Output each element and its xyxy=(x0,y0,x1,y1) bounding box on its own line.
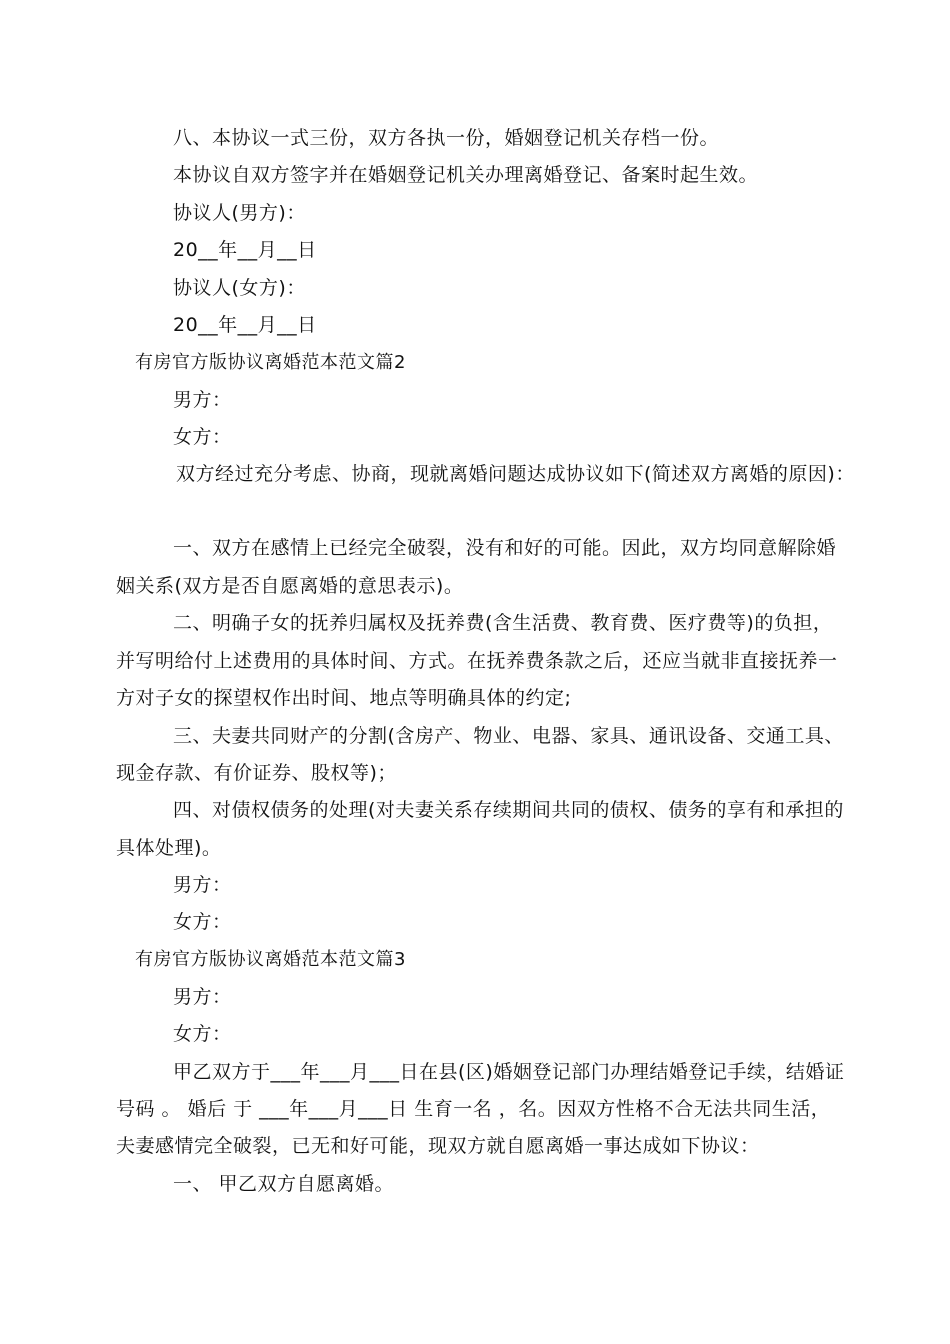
party-female-label-3: 女方： xyxy=(173,1023,232,1045)
section-heading-2: 有房官方版协议离婚范本范文篇2 xyxy=(135,352,406,373)
clause-1-text: 一、双方在感情上已经完全破裂，没有和好的可能。因此，双方均同意解除婚 xyxy=(173,537,837,559)
clause-3-text-cont: 现金存款、有价证券、股权等)； xyxy=(116,762,397,784)
section-heading-3: 有房官方版协议离婚范本范文篇3 xyxy=(135,949,406,970)
clause-2-text: 二、明确子女的抚养归属权及抚养费(含生活费、教育费、医疗费等)的负担， xyxy=(173,612,833,634)
agreement-intro-text: 双方经过充分考虑、协商，现就离婚问题达成协议如下(简述双方离婚的原因)： xyxy=(176,463,855,485)
clause-4-text-cont: 具体处理)。 xyxy=(116,837,222,859)
party-male-label-3: 男方： xyxy=(173,986,232,1008)
marriage-registration-text-cont-1: 号码 。 婚后 于 ___年___月___日 生育一名 ，名。因双方性格不合无法共同生活， xyxy=(116,1098,831,1120)
signature-male-label: 男方： xyxy=(173,874,232,896)
party-female-label: 女方： xyxy=(173,426,232,448)
party-male-label: 男方： xyxy=(173,389,232,411)
date-line-male: 20__年__月__日 xyxy=(173,239,317,261)
clause-1-text-cont: 姻关系(双方是否自愿离婚的意思表示)。 xyxy=(116,575,464,597)
clause-8-text: 八、本协议一式三份，双方各执一份，婚姻登记机关存档一份。 xyxy=(173,127,720,149)
signature-female-label: 女方： xyxy=(173,911,232,933)
agreement-clause-1-text: 一、 甲乙双方自愿离婚。 xyxy=(173,1173,395,1195)
clause-3-text: 三、夫妻共同财产的分割(含房产、物业、电器、家具、通讯设备、交通工具、 xyxy=(173,725,844,747)
clause-2-text-cont-1: 并写明给付上述费用的具体时间、方式。在抚养费条款之后，还应当就非直接抚养一 xyxy=(116,650,838,672)
clause-4-text: 四、对债权债务的处理(对夫妻关系存续期间共同的债权、债务的享有和承担的 xyxy=(173,799,844,821)
marriage-registration-text-cont-2: 夫妻感情完全破裂，已无和好可能，现双方就自愿离婚一事达成如下协议： xyxy=(116,1135,760,1157)
clause-2-text-cont-2: 方对子女的探望权作出时间、地点等明确具体的约定; xyxy=(116,687,572,709)
effective-clause-text: 本协议自双方签字并在婚姻登记机关办理离婚登记、备案时起生效。 xyxy=(173,164,759,186)
signatory-female-label: 协议人(女方)： xyxy=(173,277,306,299)
signatory-male-label: 协议人(男方)： xyxy=(173,202,306,224)
marriage-registration-text: 甲乙双方于___年___月___日在县(区)婚姻登记部门办理结婚登记手续，结婚证 xyxy=(173,1061,845,1083)
date-line-female: 20__年__月__日 xyxy=(173,314,317,336)
